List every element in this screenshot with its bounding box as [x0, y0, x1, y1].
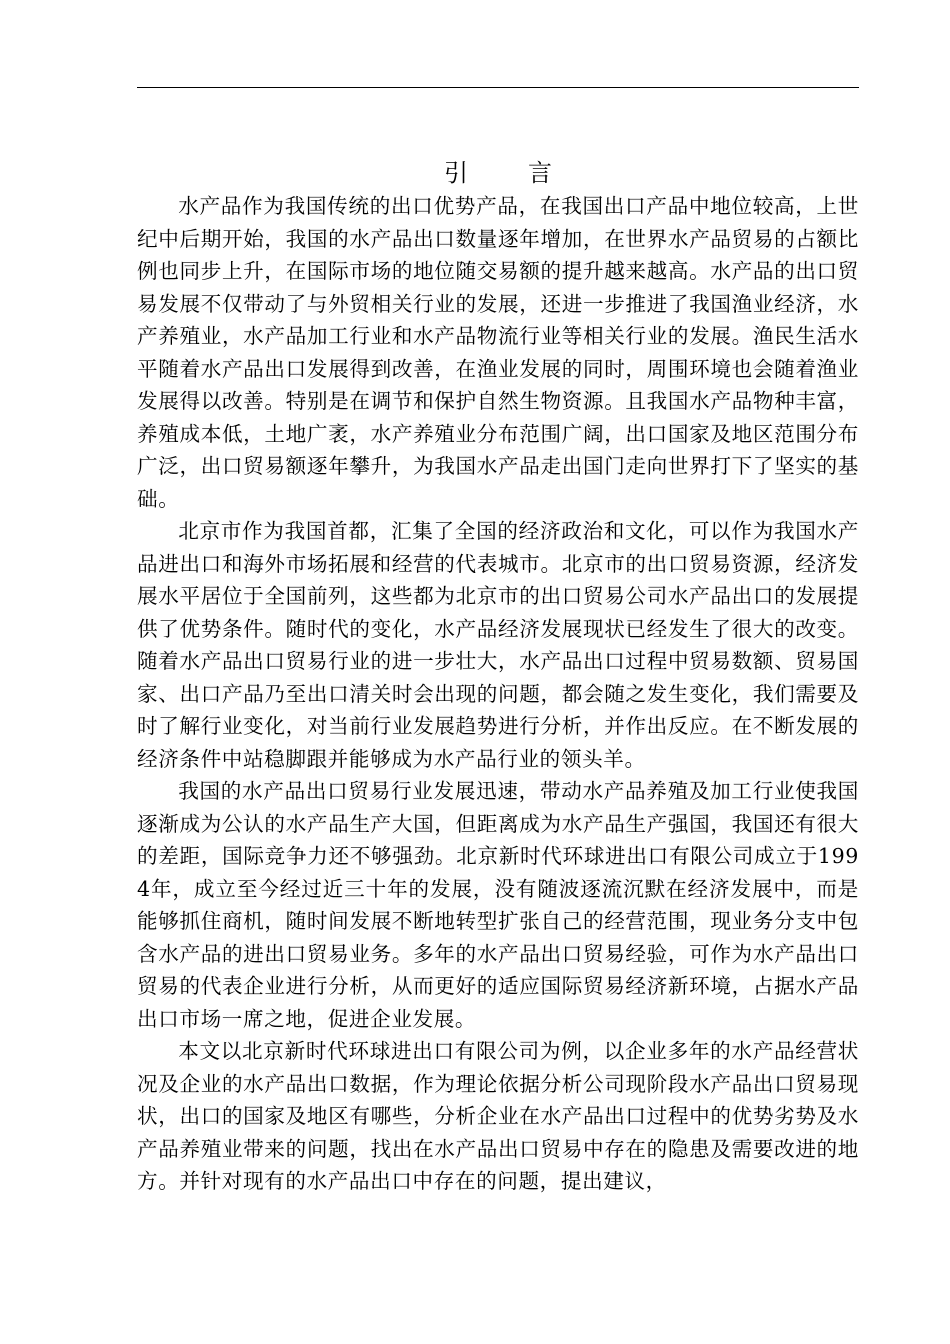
paragraph-3: 我国的水产品出口贸易行业发展迅速，带动水产品养殖及加工行业使我国逐渐成为公认的水产品生产大国，但距离成为水产品生产强国，我国还有很大的差距，国际竞争力还不够强劲。北京新时代环球进出口有限公司成立于1994年，成立至今经过近三十年的发展，没有随波逐流沉默在经济发展中，而是能够抓住商机，随时间发展不断地转型扩张自己的经营范围，现业务分支中包含水产品的进出口贸易业务。多年的水产品出口贸易经验，可作为水产品出口贸易的代表企业进行分析，从而更好的适应国际贸易经济新环境，占据水产品出口市场一席之地，促进企业发展。: [137, 779, 859, 1031]
section-title: 引言: [444, 159, 612, 187]
header-rule: [137, 87, 859, 88]
paragraph-1: 水产品作为我国传统的出口优势产品，在我国出口产品中地位较高，上世纪中后期开始，我国的水产品出口数量逐年增加，在世界水产品贸易的占额比例也同步上升，在国际市场的地位随交易额的提升越来越高。水产品的出口贸易发展不仅带动了与外贸相关行业的发展，还进一步推进了我国渔业经济，水产养殖业，水产品加工行业和水产品物流行业等相关行业的发展。渔民生活水平随着水产品出口发展得到改善，在渔业发展的同时，周围环境也会随着渔业发展得以改善。特别是在调节和保护自然生物资源。且我国水产品物种丰富，养殖成本低，土地广袤，水产养殖业分布范围广阔，出口国家及地区范围分布广泛，出口贸易额逐年攀升，为我国水产品走出国门走向世界打下了坚实的基础。: [137, 194, 859, 511]
paragraph-4: 本文以北京新时代环球进出口有限公司为例，以企业多年的水产品经营状况及企业的水产品出口数据，作为理论依据分析公司现阶段水产品出口贸易现状，出口的国家及地区有哪些，分析企业在水产品出口过程中的优势劣势及水产品养殖业带来的问题，找出在水产品出口贸易中存在的隐患及需要改进的地方。并针对现有的水产品出口中存在的问题，提出建议，: [137, 1039, 859, 1193]
body-text: [137, 190, 859, 1198]
paragraph-2: 北京市作为我国首都，汇集了全国的经济政治和文化，可以作为我国水产品进出口和海外市场拓展和经营的代表城市。北京市的出口贸易资源，经济发展水平居位于全国前列，这些都为北京市的出口贸易公司水产品出口的发展提供了优势条件。随时代的变化，水产品经济发展现状已经发生了很大的改变。随着水产品出口贸易行业的进一步壮大，水产品出口过程中贸易数额、贸易国家、出口产品乃至出口清关时会出现的问题，都会随之发生变化，我们需要及时了解行业变化，对当前行业发展趋势进行分析，并作出反应。在不断发展的经济条件中站稳脚跟并能够成为水产品行业的领头羊。: [137, 519, 859, 771]
